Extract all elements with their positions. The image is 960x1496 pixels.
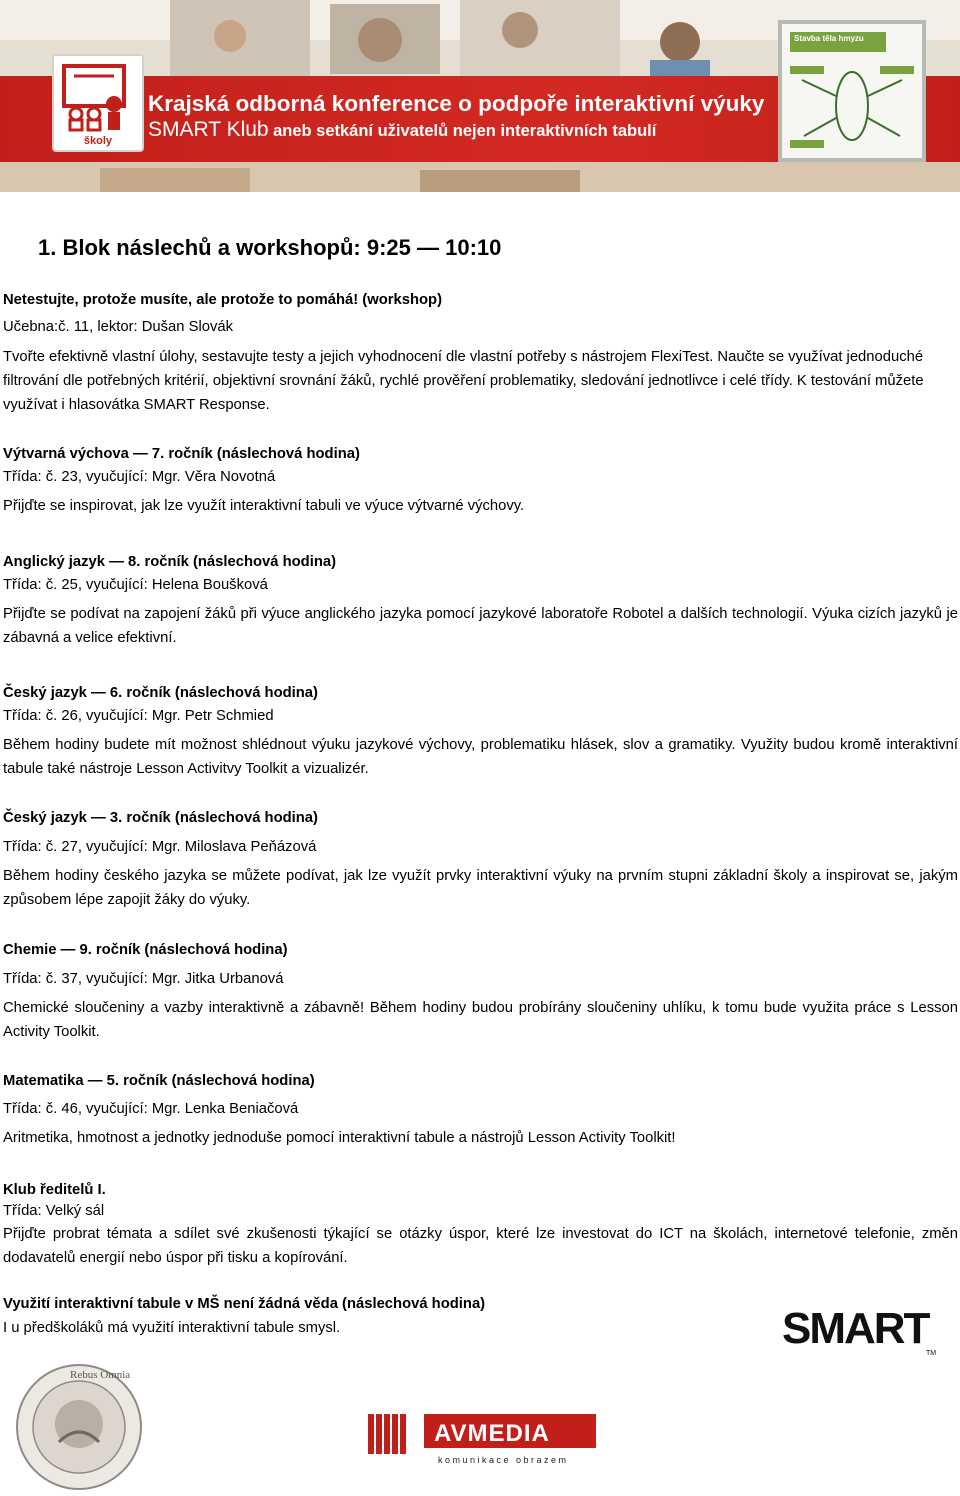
banner-subtitle-club: SMART Klub (148, 118, 269, 141)
svg-text:Rebus Omnia: Rebus Omnia (70, 1369, 131, 1381)
block-title: Využití interaktivní tabule v MŠ není žádná věda (náslechová hodina) (3, 1296, 486, 1312)
banner-subtitle (148, 118, 656, 142)
block-title: Klub ředitelů I. (3, 1182, 106, 1198)
block-room: Třída: č. 27, vyučující: Mgr. Miloslava Peňázová (3, 839, 317, 855)
seal-logo (14, 1362, 144, 1492)
avmedia-tagline: komunikace obrazem (438, 1455, 569, 1465)
header-banner (0, 0, 960, 192)
block-desc: Během hodiny českého jazyka se můžete podívat, jak lze využít prvky interaktivní výuky na prvním stupni základní školy a inspirovat se, jakým způsobem lépe zapojit žáky do výuky. (3, 868, 958, 908)
block-title: Český jazyk — 6. ročník (náslechová hodina) (3, 685, 318, 701)
block-title: Chemie — 9. ročník (náslechová hodina) (3, 942, 288, 958)
block-title: Netestujte, protože musíte, ale protože to pomáhá! (workshop) (3, 292, 443, 308)
school-logo (52, 54, 144, 152)
page-title: 1. Blok náslechů a workshopů: 9:25 — 10:10 (38, 235, 502, 260)
whiteboard-image (778, 20, 926, 162)
block-desc: Chemické sloučeniny a vazby interaktivně a zábavně! Během hodiny budou probírány sloučeniny uhlíku, k tomu bude využita práce s Lesson Activity Toolkit. (3, 1000, 958, 1040)
smart-logo (782, 1305, 952, 1361)
block-room: Třída: č. 23, vyučující: Mgr. Věra Novotná (3, 469, 276, 485)
school-logo-icon (54, 56, 142, 134)
logo-label: školy (83, 135, 113, 147)
avmedia-logo (368, 1410, 596, 1468)
block-title: Anglický jazyk — 8. ročník (náslechová hodina) (3, 554, 337, 570)
insect-diagram (782, 56, 922, 156)
block-room: Třída: č. 25, vyučující: Helena Boušková (3, 577, 268, 593)
block-desc: Přijďte se podívat na zapojení žáků při výuce anglického jazyka pomocí jazykové laboratoře Robotel a dalších technologií. Výuka cizích jazyků je zábavná a velice efektivní. (3, 606, 958, 646)
block-room: Třída: č. 37, vyučující: Mgr. Jitka Urbanová (3, 971, 284, 987)
smart-logo-text: SMART (782, 1305, 929, 1353)
smart-logo-tm: TM (926, 1350, 937, 1357)
block-desc: I u předškoláků má využití interaktivní tabule smysl. (3, 1320, 341, 1336)
block-title: Výtvarná výchova — 7. ročník (náslechová hodina) (3, 446, 360, 462)
block-desc: Tvořte efektivně vlastní úlohy, sestavujte testy a jejich vyhodnocení dle vlastní potřeby s nástrojem FlexiTest. Naučte se využívat jednoduché filtrování dle potřebných kritérií, objektivní srovnání žáků, rychlé prověření problematiky, sledování jednotlivce i celé třídy. K testování můžete využívat i hlasovátka SMART Response. (3, 349, 924, 413)
block-desc: Přijďte probrat témata a sdílet své zkušenosti týkající se otázky úspor, které lze investovat do ICT na školách, internetové telefonie, změn dodavatelů energií nebo úspor při tisku a kopírování. (3, 1226, 958, 1266)
block-room: Třída: č. 26, vyučující: Mgr. Petr Schmied (3, 708, 274, 724)
block-desc: Přijďte se inspirovat, jak lze využít interaktivní tabuli ve výuce výtvarné výchovy. (3, 498, 525, 514)
block-desc: Během hodiny budete mít možnost shlédnout výuku jazykové výchovy, problematiku hlásek, slov a gramatiky. Využity budou kromě interaktivní tabule také nástroje Lesson Activitvy Toolkit a vizualizér. (3, 737, 958, 777)
board-header: Stavba těla hmyzu (790, 32, 886, 52)
banner-subtitle-rest: aneb setkání uživatelů nejen interaktivních tabulí (273, 122, 657, 140)
block-title: Český jazyk — 3. ročník (náslechová hodina) (3, 810, 318, 826)
block-room: Třída: č. 46, vyučující: Mgr. Lenka Beniačová (3, 1101, 299, 1117)
block-desc: Aritmetika, hmotnost a jednotky jednoduše pomocí interaktivní tabule a nástrojů Lesson Activity Toolkit! (3, 1130, 676, 1146)
block-room: Učebna:č. 11, lektor: Dušan Slovák (3, 319, 234, 335)
avmedia-brand: AVMEDIA (434, 1420, 550, 1447)
block-room: Třída: Velký sál (3, 1203, 105, 1219)
block-title: Matematika — 5. ročník (náslechová hodina) (3, 1073, 315, 1089)
banner-title: Krajská odborná konference o podpoře interaktivní výuky (148, 91, 765, 116)
